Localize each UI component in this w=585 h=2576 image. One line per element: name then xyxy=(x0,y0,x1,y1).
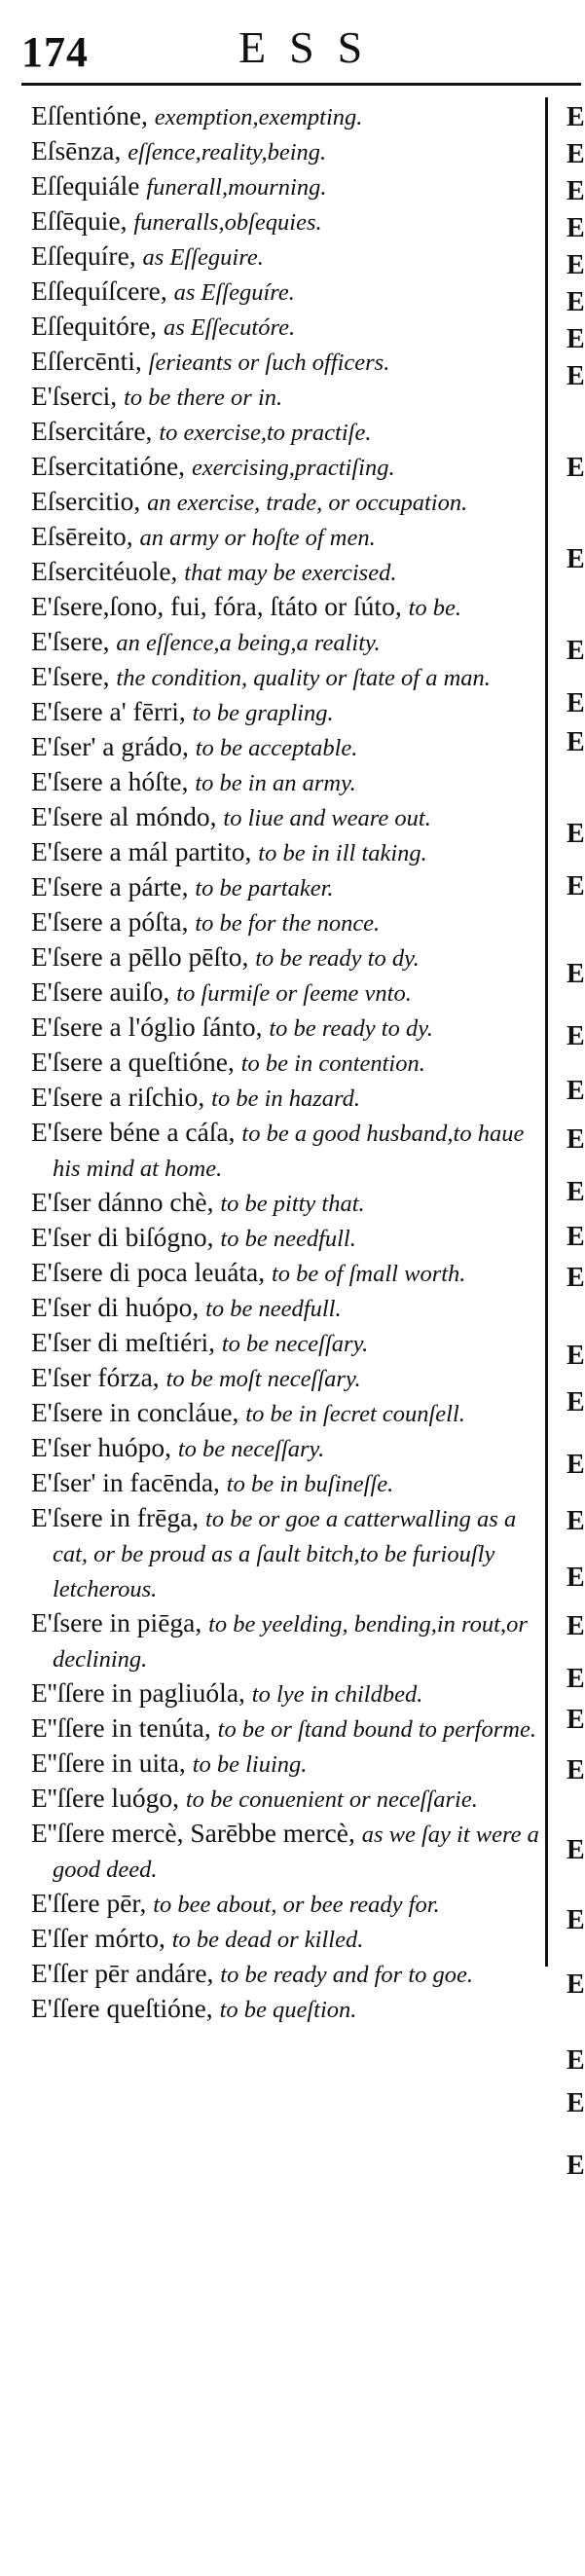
dictionary-entry xyxy=(31,415,539,450)
entry-definition: funerall,mourning. xyxy=(146,174,327,201)
dictionary-entry xyxy=(31,450,539,485)
entry-definition: to be a good husband,to haue his mind at home. xyxy=(53,1121,525,1182)
entry-definition: exemption,exempting. xyxy=(154,104,363,130)
entry-headword: E'ſſere pēr, xyxy=(31,1888,147,1918)
edge-letter: E xyxy=(567,727,585,757)
dictionary-entry xyxy=(31,99,539,134)
entry-definition: to be ready to dy. xyxy=(255,945,420,972)
dictionary-entry xyxy=(31,870,539,905)
edge-letter: E xyxy=(567,688,585,718)
edge-letter: E xyxy=(567,1450,585,1480)
entry-definition: to liue and weare out. xyxy=(223,805,431,831)
edge-letter: E xyxy=(567,2045,585,2076)
entry-definition: eſſence,reality,being. xyxy=(128,139,327,166)
page-number: 174 xyxy=(21,28,89,76)
entry-headword: E'ſsere a párte, xyxy=(31,871,189,902)
dictionary-column xyxy=(31,99,539,2027)
entry-definition: to be ready to dy. xyxy=(269,1015,433,1042)
dictionary-entry xyxy=(31,730,539,765)
entry-headword: E'ſser huópo, xyxy=(31,1432,171,1462)
entry-headword: E'ſsere a queſtióne, xyxy=(31,1047,235,1077)
dictionary-entry xyxy=(31,1221,539,1256)
header-rule xyxy=(21,83,581,86)
dictionary-entry xyxy=(31,239,539,275)
entry-definition: that may be exercised. xyxy=(184,560,397,586)
entry-definition: to be partaker. xyxy=(195,875,334,902)
edge-letter: E xyxy=(567,636,585,666)
dictionary-entry xyxy=(31,1676,539,1711)
dictionary-entry xyxy=(31,905,539,940)
entry-headword: Eſſercēnti, xyxy=(31,346,142,376)
dictionary-entry xyxy=(31,1011,539,1046)
entry-headword: E'ſser di huópo, xyxy=(31,1292,200,1322)
dictionary-entry xyxy=(31,134,539,169)
entry-headword: E''ſſere in pagliuóla, xyxy=(31,1677,245,1708)
entry-definition: to be grapling. xyxy=(192,700,334,726)
dictionary-entry xyxy=(31,695,539,730)
entry-headword: E'ſsere in piēga, xyxy=(31,1607,202,1638)
dictionary-entry xyxy=(31,590,539,625)
entry-headword: Eſſequitóre, xyxy=(31,311,158,341)
entry-headword: E'ſsere béne a cáſa, xyxy=(31,1117,236,1147)
edge-letter: E xyxy=(567,1076,585,1106)
entry-definition: an exercise, trade, or occupation. xyxy=(147,490,468,516)
dictionary-entry xyxy=(31,1466,539,1501)
dictionary-entry xyxy=(31,1992,539,2027)
entry-definition: to be or goe a catterwalling as a cat, or be proud as a ſault bitch,to be furiouſly letcherous. xyxy=(53,1506,517,1602)
entry-headword: Eſsercitáre, xyxy=(31,416,153,446)
dictionary-entry xyxy=(31,1361,539,1396)
entry-headword: E''ſſere luógo, xyxy=(31,1783,179,1813)
dictionary-entry xyxy=(31,555,539,590)
entry-headword: E'ſsere,ſono, fui, fóra, ſtáto or ſúto, xyxy=(31,591,402,621)
dictionary-entry xyxy=(31,345,539,380)
entry-headword: Eſſequíre, xyxy=(31,240,136,271)
entry-headword: E'ſsere al móndo, xyxy=(31,801,217,831)
dictionary-entry xyxy=(31,765,539,800)
entry-headword: E'ſſer pēr andáre, xyxy=(31,1958,214,1988)
entry-definition: to be queſtion. xyxy=(219,1997,357,2023)
edge-letter: E xyxy=(567,1341,585,1371)
entry-headword: E'ſser' a grádo, xyxy=(31,731,189,761)
entry-headword: Eſſequíſcere, xyxy=(31,276,167,306)
dictionary-entry xyxy=(31,1606,539,1676)
entry-definition: to be in ſecret counſell. xyxy=(245,1401,465,1427)
dictionary-entry xyxy=(31,1817,539,1887)
entry-definition: an eſſence,a being,a reality. xyxy=(116,630,381,656)
entry-definition: an army or hoſte of men. xyxy=(139,525,376,551)
entry-headword: E'ſsere a' fērri, xyxy=(31,696,186,726)
edge-letter: E xyxy=(567,102,585,132)
entry-definition: exercising,practiſing. xyxy=(191,455,395,481)
entry-headword: E'ſſere queſtióne, xyxy=(31,1993,213,2023)
dictionary-entry xyxy=(31,940,539,975)
entry-definition: to be dead or killed. xyxy=(171,1927,364,1953)
entry-headword: E''ſſere mercè, Sarēbbe mercè, xyxy=(31,1818,355,1848)
edge-letter: E xyxy=(567,1506,585,1536)
entry-headword: E'ſsere, xyxy=(31,661,110,691)
dictionary-entry xyxy=(31,1081,539,1116)
entry-headword: E'ſserci, xyxy=(31,381,118,411)
dictionary-entry xyxy=(31,1747,539,1782)
entry-headword: E'ſser di biſógno, xyxy=(31,1222,214,1252)
page-header xyxy=(0,0,581,97)
dictionary-entry xyxy=(31,1887,539,1922)
edge-letter: E xyxy=(567,324,585,354)
dictionary-entry xyxy=(31,835,539,870)
dictionary-entry xyxy=(31,310,539,345)
entry-definition: as Eſſeguire. xyxy=(142,244,264,271)
entry-headword: Eſsercitatióne, xyxy=(31,451,186,481)
entry-definition: to be there or in. xyxy=(124,385,283,411)
dictionary-entry xyxy=(31,1501,539,1606)
entry-headword: Eſſentióne, xyxy=(31,100,148,130)
entry-definition: to be in ill taking. xyxy=(258,840,427,866)
entry-definition: to be. xyxy=(408,595,462,621)
entry-definition: to be in contention. xyxy=(240,1050,425,1077)
entry-headword: E'ſsere a l'óglio ſánto, xyxy=(31,1012,263,1042)
entry-headword: E'ſsere a pēllo pēſto, xyxy=(31,941,249,972)
entry-headword: Eſsēreito, xyxy=(31,521,133,551)
edge-letter: E xyxy=(567,1705,585,1735)
entry-headword: E''ſſere in tenúta, xyxy=(31,1712,211,1743)
entry-definition: to be for the nonce. xyxy=(195,910,381,937)
entry-definition: to bee about, or bee ready for. xyxy=(153,1892,440,1918)
entry-definition: to be moſt neceſſary. xyxy=(165,1366,361,1392)
edge-letter: E xyxy=(567,871,585,902)
entry-headword: E'ſsere a póſta, xyxy=(31,906,189,937)
entry-definition: to be yeelding, bending,in rout,or declining. xyxy=(53,1611,528,1673)
dictionary-entry xyxy=(31,1922,539,1957)
edge-letter: E xyxy=(567,213,585,243)
entry-definition: as Eſſecutóre. xyxy=(163,314,296,341)
edge-letter: E xyxy=(567,361,585,391)
edge-letter: E xyxy=(567,1263,585,1293)
entry-headword: Eſsercitéuole, xyxy=(31,556,178,586)
dictionary-entry xyxy=(31,625,539,660)
dictionary-entry xyxy=(31,1116,539,1186)
edge-letter: E xyxy=(567,176,585,206)
dictionary-entry xyxy=(31,169,539,204)
edge-letter: E xyxy=(567,1835,585,1865)
entry-definition: the condition, quality or ſtate of a man. xyxy=(116,665,491,691)
dictionary-entry xyxy=(31,1291,539,1326)
entry-definition: to be neceſſary. xyxy=(221,1331,369,1357)
dictionary-entry xyxy=(31,660,539,695)
entry-headword: E'ſsere a mál partito, xyxy=(31,836,252,866)
edge-letter: E xyxy=(567,1664,585,1694)
dictionary-entry xyxy=(31,1256,539,1291)
edge-letter: E xyxy=(567,1222,585,1252)
dictionary-entry xyxy=(31,485,539,520)
entry-headword: E'ſsere a riſchio, xyxy=(31,1082,205,1112)
entry-definition: to be of ſmall worth. xyxy=(272,1261,466,1287)
entry-definition: to be in an army. xyxy=(195,770,356,796)
dictionary-entry xyxy=(31,975,539,1011)
dictionary-entry xyxy=(31,1396,539,1431)
edge-letter: E xyxy=(567,2088,585,2118)
entry-headword: Eſſequiále xyxy=(31,170,140,201)
entry-definition: ſerieants or ſuch officers. xyxy=(148,350,390,376)
entry-headword: E'ſsere, xyxy=(31,626,110,656)
entry-headword: E'ſſer mórto, xyxy=(31,1923,165,1953)
edge-letter: E xyxy=(567,1969,585,2000)
dictionary-entry xyxy=(31,1326,539,1361)
entry-definition: to be neceſſary. xyxy=(177,1436,325,1462)
entry-definition: funeralls,obſequies. xyxy=(133,209,322,236)
dictionary-entry xyxy=(31,1186,539,1221)
entry-headword: E'ſser di meſtiéri, xyxy=(31,1327,215,1357)
entry-headword: E'ſsere in concláue, xyxy=(31,1397,239,1427)
entry-definition: as we ſay it were a good deed. xyxy=(53,1822,539,1883)
entry-definition: as Eſſeguíre. xyxy=(173,279,295,306)
dictionary-entry xyxy=(31,1431,539,1466)
entry-definition: to ſurmiſe or ſeeme vnto. xyxy=(176,980,412,1007)
edge-letter: E xyxy=(567,1905,585,1935)
edge-letter: E xyxy=(567,544,585,574)
entry-definition: to be needfull. xyxy=(205,1296,342,1322)
edge-letter: E xyxy=(567,1387,585,1417)
entry-definition: to exercise,to practiſe. xyxy=(159,420,372,446)
entry-definition: to be acceptable. xyxy=(195,735,358,761)
dictionary-entry xyxy=(31,204,539,239)
entry-headword: E''ſſere in uita, xyxy=(31,1748,186,1778)
entry-headword: E'ſser fórza, xyxy=(31,1362,160,1392)
entry-definition: to be conuenient or neceſſarie. xyxy=(185,1786,478,1813)
dictionary-entry xyxy=(31,1957,539,1992)
dictionary-entry xyxy=(31,275,539,310)
entry-headword: Eſſēquie, xyxy=(31,205,128,236)
dictionary-entry xyxy=(31,1711,539,1747)
edge-letter: E xyxy=(567,1021,585,1051)
entry-headword: Eſsercitio, xyxy=(31,486,141,516)
edge-letter: E xyxy=(567,1177,585,1207)
entry-headword: E'ſsere di poca leuáta, xyxy=(31,1257,266,1287)
entry-definition: to be in buſineſſe. xyxy=(226,1471,394,1497)
column-divider xyxy=(545,97,548,1967)
entry-definition: to be needfull. xyxy=(220,1226,356,1252)
edge-letter: E xyxy=(567,959,585,989)
edge-letter: E xyxy=(567,287,585,317)
running-head: ESS xyxy=(238,22,386,72)
dictionary-entry xyxy=(31,380,539,415)
edge-letter: E xyxy=(567,819,585,849)
edge-letter: E xyxy=(567,139,585,169)
dictionary-entry xyxy=(31,1782,539,1817)
entry-headword: E'ſsere in frēga, xyxy=(31,1502,200,1532)
entry-definition: to lye in childbed. xyxy=(251,1681,423,1708)
edge-letter: E xyxy=(567,250,585,280)
entry-definition: to be ready and for to goe. xyxy=(220,1962,473,1988)
entry-definition: to be liuing. xyxy=(192,1751,308,1778)
entry-headword: E'ſsere a hóſte, xyxy=(31,766,189,796)
edge-letter: E xyxy=(567,1755,585,1785)
dictionary-entry xyxy=(31,1046,539,1081)
entry-headword: E'ſsere auiſo, xyxy=(31,976,170,1007)
dictionary-entry xyxy=(31,520,539,555)
edge-letter: E xyxy=(567,1563,585,1593)
dictionary-entry xyxy=(31,800,539,835)
edge-letter: E xyxy=(567,2151,585,2181)
entry-definition: to be or ſtand bound to performe. xyxy=(217,1716,536,1743)
entry-definition: to be pitty that. xyxy=(220,1191,365,1217)
entry-headword: E'ſser' in facēnda, xyxy=(31,1467,220,1497)
edge-letter: E xyxy=(567,1124,585,1155)
edge-letter: E xyxy=(567,453,585,483)
entry-definition: to be in hazard. xyxy=(211,1086,361,1112)
edge-letter: E xyxy=(567,1611,585,1641)
entry-headword: E'ſser dánno chè, xyxy=(31,1187,214,1217)
entry-headword: Eſsēnza, xyxy=(31,135,122,166)
